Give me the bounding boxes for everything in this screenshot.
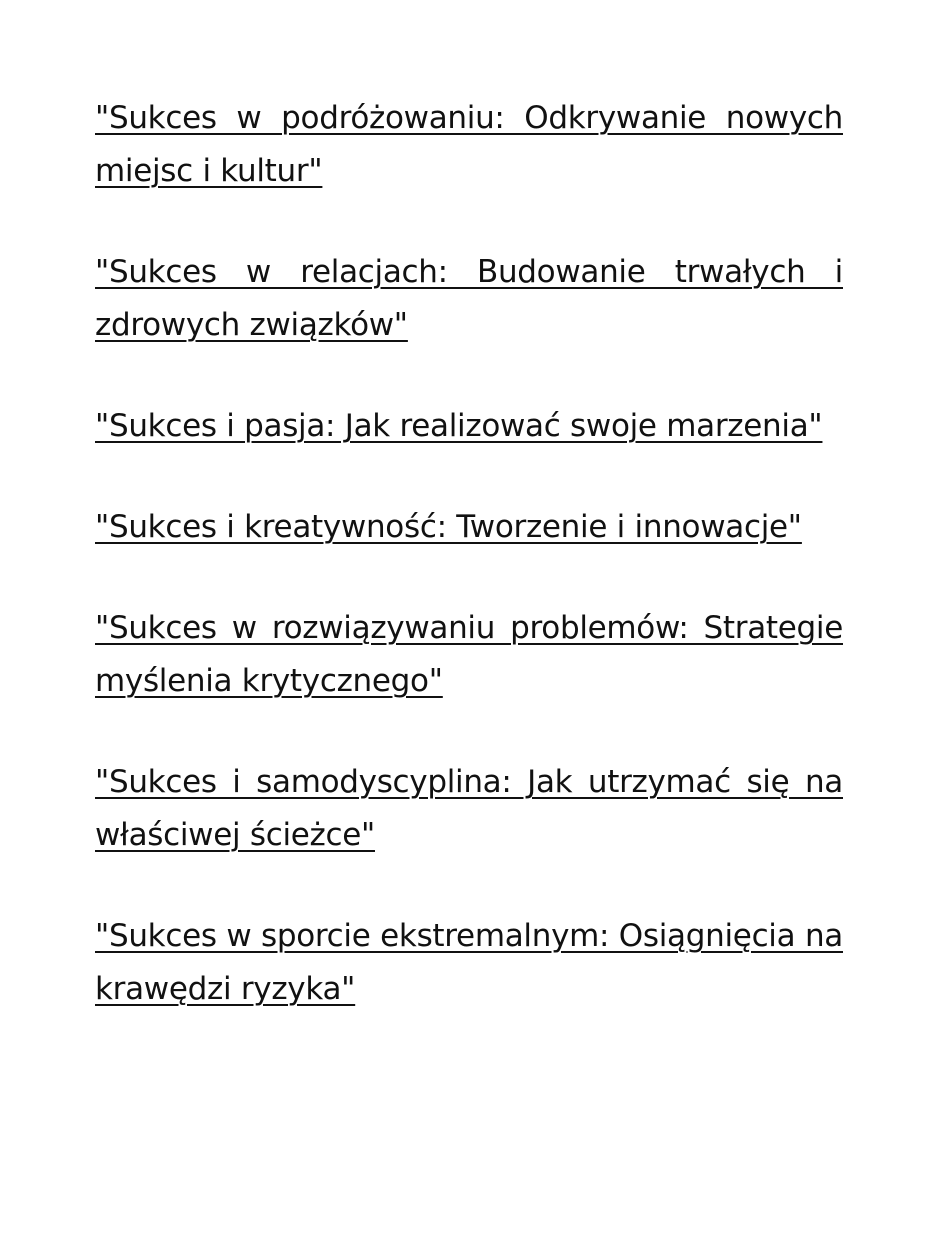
title-entry — [95, 92, 843, 198]
title-link[interactable]: "Sukces i pasja: Jak realizować swoje marzenia" — [95, 408, 823, 444]
title-link[interactable]: "Sukces i kreatywność: Tworzenie i innowacje" — [95, 509, 802, 545]
title-entry — [95, 501, 843, 554]
title-link[interactable]: "Sukces w sporcie ekstremalnym: Osiągnięcia na krawędzi ryzyka" — [95, 918, 843, 1007]
title-entry — [95, 400, 843, 453]
title-link[interactable]: "Sukces w relacjach: Budowanie trwałych i zdrowych związków" — [95, 254, 843, 343]
document-page — [95, 92, 843, 1064]
title-entry — [95, 246, 843, 352]
title-link[interactable]: "Sukces i samodyscyplina: Jak utrzymać się na właściwej ścieżce" — [95, 764, 843, 853]
title-entry — [95, 910, 843, 1016]
title-link[interactable]: "Sukces w rozwiązywaniu problemów: Strategie myślenia krytycznego" — [95, 610, 843, 699]
title-entry — [95, 756, 843, 862]
title-entry — [95, 602, 843, 708]
title-link[interactable]: "Sukces w podróżowaniu: Odkrywanie nowych miejsc i kultur" — [95, 100, 843, 189]
